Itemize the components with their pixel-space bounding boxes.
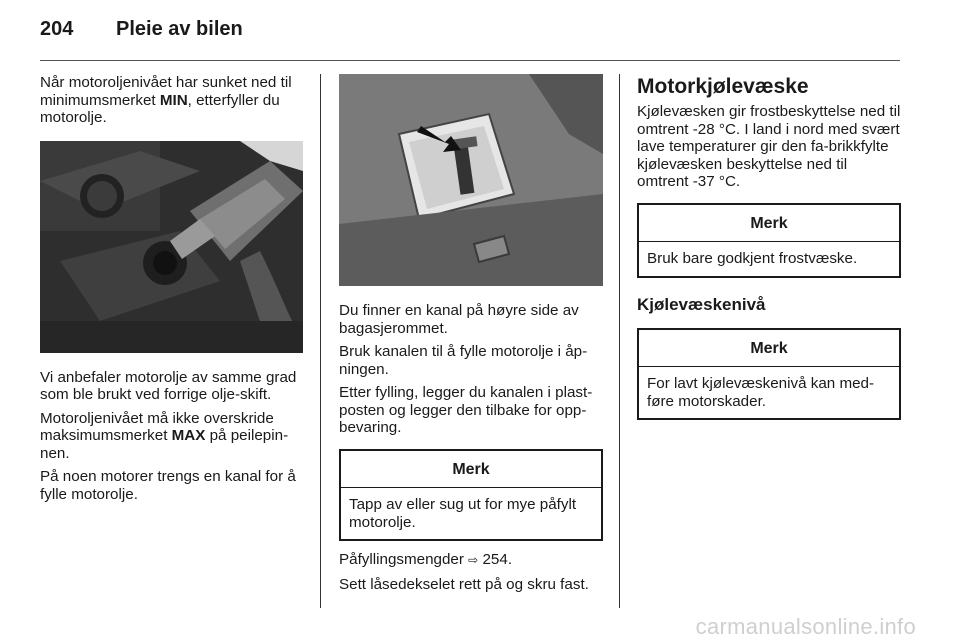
paragraph: Etter fylling, legger du kanalen i plast-posten og legger den tilbake for opp-bevaring. (339, 384, 593, 436)
section-title: Motorkjølevæske (637, 75, 809, 98)
column-2 (339, 74, 603, 599)
note-text: Tapp av eller sug ut for mye påfylt motorolje. (349, 496, 577, 531)
page-number: 204 (40, 18, 74, 40)
note-title: Merk (341, 451, 601, 489)
reference-arrow-icon: ⇨ (468, 553, 479, 567)
note-text: For lavt kjølevæskenivå kan med-føre motorskader. (647, 375, 875, 410)
watermark: carmanualsonline.info (695, 614, 916, 639)
luggage-compartment-photo (339, 74, 603, 286)
chapter-title: Pleie av bilen (116, 18, 243, 40)
page-header (40, 18, 243, 48)
paragraph: Når motoroljenivået har sunket ned til minimumsmerket MIN, etterfyller du motorolje. (40, 74, 292, 126)
paragraph: Bruk kanalen til å fylle motorolje i åp-ningen. (339, 343, 588, 378)
column-3 (637, 74, 901, 430)
paragraph: Påfyllingsmengder ⇨ 254. (339, 551, 513, 568)
note-title: Merk (639, 330, 899, 368)
engine-oil-filling-photo (40, 141, 303, 353)
paragraph: Kjølevæsken gir frostbeskyttelse ned til omtrent -28 °C. I land i nord med svært lave temperaturer gir den fa-brikkfylte kjølevæsken beskyttelse ned til omtrent -37 °C. (637, 103, 901, 190)
note-box (637, 328, 901, 421)
note-text: Bruk bare godkjent frostvæske. (647, 250, 858, 267)
max-mark: MAX (171, 427, 206, 444)
paragraph: Du finner en kanal på høyre side av bagasjerommet. (339, 302, 579, 337)
min-mark: MIN (159, 91, 188, 109)
column-divider (619, 74, 620, 608)
paragraph: På noen motorer trengs en kanal for å fylle motorolje. (40, 468, 296, 503)
paragraph: Sett låsedekselet rett på og skru fast. (339, 575, 589, 593)
column-1 (40, 74, 303, 509)
note-box (339, 449, 603, 542)
note-title: Merk (639, 205, 899, 243)
subsection-title: Kjølevæskenivå (637, 294, 766, 314)
header-divider (40, 60, 900, 61)
paragraph: Vi anbefaler motorolje av samme grad som ble brukt ved forrige olje-skift. (40, 368, 297, 403)
note-box (637, 203, 901, 278)
page-reference[interactable]: 254 (482, 551, 508, 568)
paragraph: Motoroljenivået må ikke overskride maksimumsmerket MAX på peilepin-nen. (40, 409, 289, 462)
column-divider (320, 74, 321, 608)
